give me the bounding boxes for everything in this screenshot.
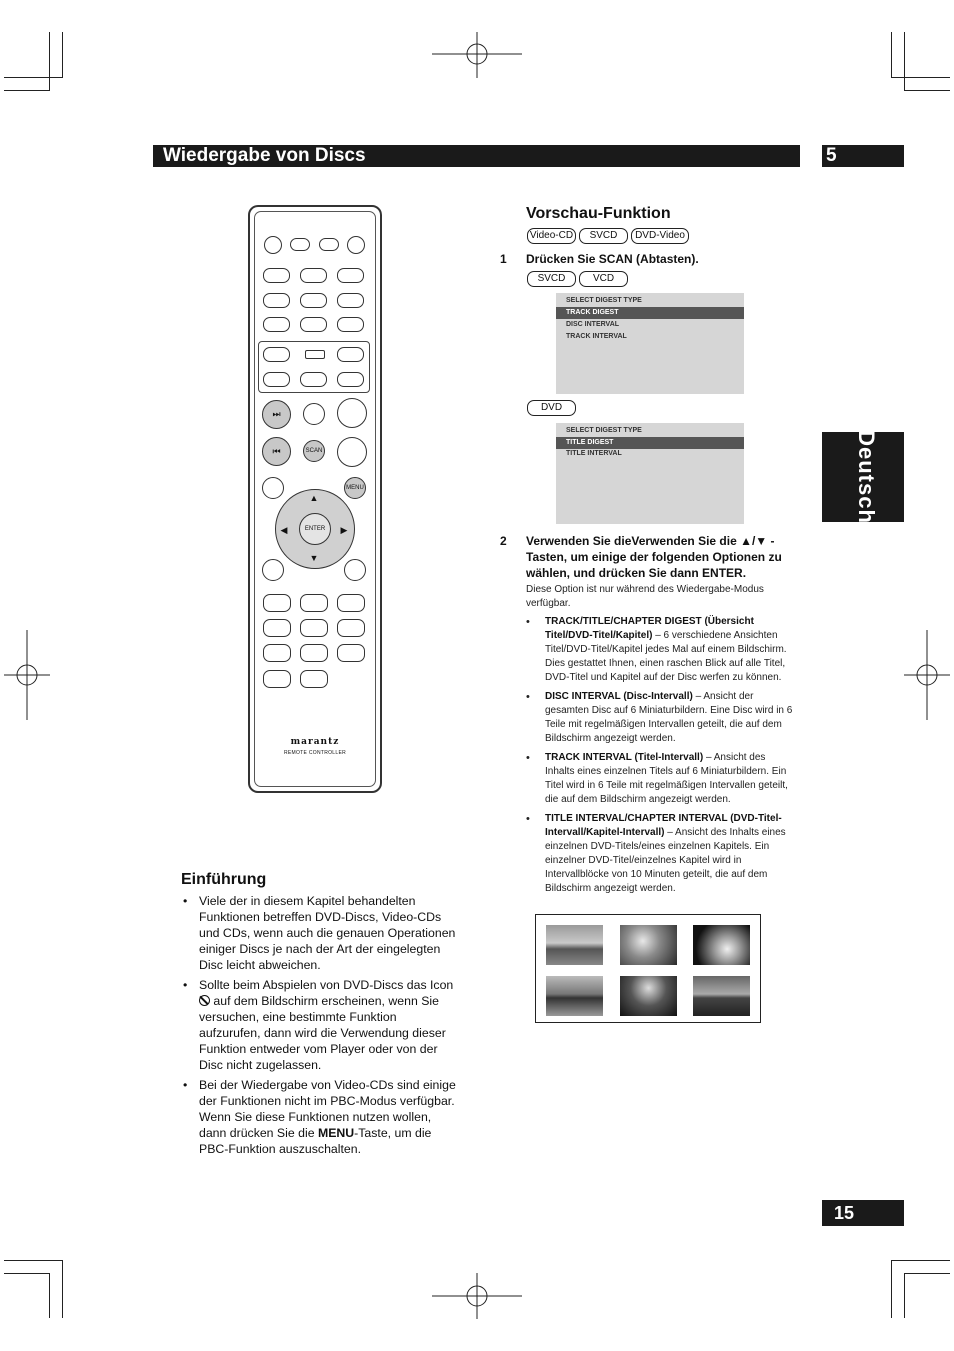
remote-button bbox=[300, 293, 327, 308]
option-description: – Ansicht des Inhalts eines einzelnen DVD-Titels/eines einzelnen Kapitels. Ein einzelner DVD-Titel/einzelnes Kapitel wird in Intervallblöcke von 10 Minuten geteilt, die auf dem Bildschirm angezeigt werden. bbox=[545, 827, 786, 894]
remote-button bbox=[300, 644, 328, 662]
registration-mark-left bbox=[4, 630, 50, 720]
list-item bbox=[526, 751, 796, 807]
language-label: Deutsch bbox=[854, 430, 879, 524]
remote-button bbox=[337, 398, 367, 428]
remote-button bbox=[337, 372, 364, 387]
page-number-box bbox=[822, 1200, 904, 1226]
right-arrow-icon: ▶ bbox=[340, 524, 348, 535]
list-item bbox=[181, 977, 461, 1073]
left-arrow-icon: ◀ bbox=[280, 524, 288, 535]
next-button bbox=[262, 400, 291, 429]
up-arrow-icon: ▲ bbox=[309, 493, 319, 503]
step-number: 1 bbox=[500, 252, 507, 266]
step-note: Diese Option ist nur während des Wiedergabe-Modus verfügbar. bbox=[526, 584, 764, 609]
enter-label: ENTER bbox=[304, 526, 326, 532]
previous-icon: ⏮ bbox=[272, 446, 281, 456]
intro-bullet-text: Viele der in diesem Kapitel behandelten Funktionen betreffen DVD-Discs, Video-CDs und CDs, wenn auch die genauen Operationen einiger Discs je nach der Art der eingelegten Disc leicht abweichen. bbox=[199, 894, 456, 972]
osd-menu-item-selected: TITLE DIGEST bbox=[556, 437, 744, 449]
thumbnail-image bbox=[620, 925, 677, 965]
remote-button bbox=[303, 403, 325, 425]
intro-bullet-text: -Taste, um die PBC-Funktion auszuschalten. bbox=[199, 1126, 432, 1156]
chapter-number-box bbox=[822, 145, 904, 167]
osd-screen-dvd bbox=[556, 423, 744, 524]
option-title: TRACK INTERVAL (Titel-Intervall) bbox=[545, 752, 704, 763]
disc-badge-vcd: VCD bbox=[579, 271, 628, 287]
remote-button bbox=[347, 236, 365, 254]
osd-menu-item: SELECT DIGEST TYPE bbox=[566, 297, 642, 304]
option-description: – Ansicht der gesamten Disc auf 6 Miniaturbildern. Eine Disc wird in 6 Teile mit regelmäßigen Intervallen geteilt, die auf dem Bildschirm angezeigt werden. bbox=[545, 691, 793, 744]
registration-mark-top bbox=[432, 32, 522, 78]
remote-button bbox=[300, 268, 327, 283]
list-item bbox=[181, 1077, 461, 1157]
remote-button bbox=[263, 372, 290, 387]
remote-button bbox=[337, 317, 364, 332]
osd-menu-item: TRACK INTERVAL bbox=[566, 333, 627, 340]
no-entry-icon bbox=[199, 995, 210, 1006]
remote-button bbox=[344, 559, 366, 581]
menu-label: MENU bbox=[346, 485, 364, 491]
remote-button bbox=[300, 619, 328, 637]
thumbnail-image bbox=[546, 976, 603, 1016]
brand-subtitle: REMOTE CONTROLLER bbox=[283, 750, 347, 756]
brand-logo: marantz bbox=[290, 737, 340, 747]
enter-button bbox=[299, 513, 331, 545]
thumbnail-image bbox=[620, 976, 677, 1016]
scan-button bbox=[303, 440, 325, 462]
remote-button bbox=[337, 644, 365, 662]
remote-button bbox=[300, 317, 327, 332]
option-title: TITLE INTERVAL/CHAPTER INTERVAL (DVD-Titel-Intervall/Kapitel-Intervall) bbox=[545, 813, 782, 838]
osd-menu-item: SELECT DIGEST TYPE bbox=[566, 427, 642, 434]
thumbnail-image bbox=[693, 925, 750, 965]
list-item bbox=[526, 615, 796, 685]
remote-button bbox=[263, 268, 290, 283]
remote-button bbox=[337, 293, 364, 308]
page-number: 15 bbox=[834, 1203, 855, 1223]
option-title: DISC INTERVAL (Disc-Intervall) bbox=[545, 691, 693, 702]
remote-button bbox=[337, 437, 367, 467]
osd-menu-item: DISC INTERVAL bbox=[566, 321, 620, 328]
intro-bullet-list bbox=[181, 893, 461, 1161]
section-header-bar bbox=[153, 145, 800, 167]
remote-button bbox=[300, 670, 328, 688]
list-item bbox=[526, 812, 796, 896]
menu-button bbox=[344, 477, 366, 499]
option-description: – 6 verschiedene Ansichten Titel/DVD-Titel/Kapitel jedes Mal auf einem Bildschirm. Dies gestattet Ihnen, einen raschen Blick auf alle Titel, DVD-Titel und Kapitel auf der Disc werfen zu können. bbox=[545, 630, 787, 683]
remote-button bbox=[337, 619, 365, 637]
remote-button bbox=[300, 372, 327, 387]
remote-button bbox=[263, 293, 290, 308]
disc-badge-svcd: SVCD bbox=[579, 228, 628, 244]
osd-screen-vcd bbox=[556, 293, 744, 394]
remote-control-illustration bbox=[248, 205, 382, 793]
section-title: Wiedergabe von Discs bbox=[163, 145, 366, 166]
thumbnail-image bbox=[693, 976, 750, 1016]
intro-bullet-text: Sollte beim Abspielen von DVD-Discs das Icon bbox=[199, 978, 454, 992]
option-title: TRACK/TITLE/CHAPTER DIGEST (Übersicht Titel/DVD-Titel/Kapitel) bbox=[545, 616, 754, 641]
step-text: Drücken Sie SCAN (Abtasten). bbox=[526, 252, 699, 266]
step-text: Verwenden Sie dieVerwenden Sie die ▲/▼ -Tasten, um einige der folgenden Optionen zu wählen, und drücken Sie dann ENTER. bbox=[526, 534, 782, 580]
list-item bbox=[526, 690, 796, 746]
option-description: – Ansicht des Inhalts eines einzelnen Titels auf 6 Miniaturbildern. Ein Titel wird in 6 Teile mit regelmäßigen Intervallen geteilt, die auf dem Bildschirm angezeigt werden. bbox=[545, 752, 788, 805]
disc-badge-video-cd: Video-CD bbox=[527, 228, 576, 244]
disc-badge-svcd: SVCD bbox=[527, 271, 576, 287]
registration-mark-right bbox=[904, 630, 950, 720]
list-item bbox=[181, 893, 461, 973]
remote-button bbox=[337, 268, 364, 283]
osd-menu-item: TITLE INTERVAL bbox=[566, 450, 622, 457]
menu-key-label: MENU bbox=[317, 1126, 355, 1140]
remote-button bbox=[262, 559, 284, 581]
down-arrow-icon: ▼ bbox=[309, 553, 319, 563]
remote-button bbox=[263, 594, 291, 612]
registration-mark-bottom bbox=[432, 1273, 522, 1319]
preview-heading: Vorschau-Funktion bbox=[526, 205, 671, 222]
step-number: 2 bbox=[500, 534, 507, 548]
remote-button bbox=[305, 350, 325, 359]
intro-bullet-text: auf dem Bildschirm erscheinen, wenn Sie versuchen, eine bestimmte Funktion aufzurufen, dann wird die Verwendung dieser Funktion entweder vom Player oder von der Disc nicht zugelassen. bbox=[199, 994, 446, 1072]
remote-button bbox=[264, 236, 282, 254]
next-icon: ⏭ bbox=[272, 409, 281, 419]
previous-button bbox=[262, 437, 291, 466]
chapter-number: 5 bbox=[826, 145, 837, 166]
remote-button bbox=[300, 594, 328, 612]
intro-bullet-text: Bei der Wiedergabe von Video-CDs sind einige der Funktionen nicht im PBC-Modus verfügbar. Wenn Sie diese Funktionen nutzen wollen, dann drücken Sie die bbox=[199, 1078, 456, 1140]
remote-button bbox=[263, 644, 291, 662]
digest-thumbnail-grid bbox=[535, 914, 761, 1023]
remote-button bbox=[263, 347, 290, 362]
scan-label: SCAN bbox=[305, 448, 323, 454]
digest-options-list bbox=[526, 615, 796, 901]
remote-button bbox=[263, 317, 290, 332]
osd-menu-item-selected: TRACK DIGEST bbox=[556, 307, 744, 319]
remote-button bbox=[263, 670, 291, 688]
intro-heading: Einführung bbox=[181, 871, 267, 888]
remote-button bbox=[337, 594, 365, 612]
remote-button bbox=[319, 238, 339, 251]
remote-button bbox=[263, 619, 291, 637]
remote-button bbox=[337, 347, 364, 362]
disc-badge-dvd-video: DVD-Video bbox=[631, 228, 689, 244]
language-tab bbox=[822, 432, 904, 522]
remote-button bbox=[290, 238, 310, 251]
disc-badge-dvd: DVD bbox=[527, 400, 576, 416]
thumbnail-image bbox=[546, 925, 603, 965]
remote-button bbox=[262, 477, 284, 499]
